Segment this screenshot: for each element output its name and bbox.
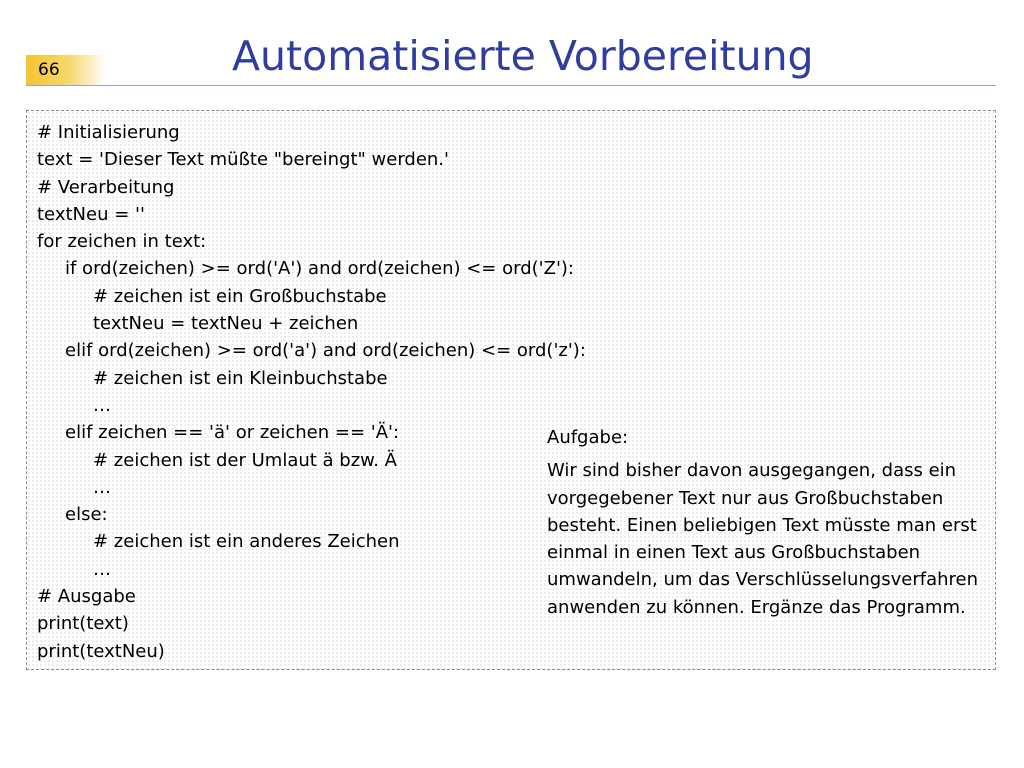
code-line: …: [93, 394, 111, 416]
code-box: [26, 110, 996, 670]
code-line: if ord(zeichen) >= ord('A') and ord(zeichen) <= ord('Z'):: [65, 258, 574, 280]
code-listing: [37, 119, 586, 665]
code-line: print(textNeu): [37, 640, 165, 662]
code-line: textNeu = textNeu + zeichen: [93, 313, 359, 335]
code-line: # Initialisierung: [37, 122, 180, 143]
code-line: …: [93, 558, 111, 580]
task-text: Wir sind bisher davon ausgegangen, dass ein vorgegebener Text nur aus Großbuchstaben besteht. Einen beliebigen Text müsste man erst einmal in einen Text aus Großbuchstaben umwandeln, um das Verschlüsselungsverfahren anwenden zu können. Ergänze das Programm.: [547, 460, 978, 618]
code-line: else:: [65, 504, 108, 526]
code-line: elif ord(zeichen) >= ord('a') and ord(zeichen) <= ord('z'):: [65, 340, 586, 362]
code-line: print(text): [37, 613, 129, 635]
code-line: # zeichen ist ein Kleinbuchstabe: [93, 367, 388, 389]
code-line: textNeu = '': [37, 203, 145, 225]
slide-title: Automatisierte Vorbereitung: [232, 32, 814, 80]
code-line: text = 'Dieser Text müßte "bereingt" werden.': [37, 149, 449, 171]
code-line: for zeichen in text:: [37, 231, 207, 253]
code-line: # zeichen ist ein anderes Zeichen: [93, 531, 400, 553]
code-line: # Ausgabe: [37, 586, 136, 608]
task-heading: Aufgabe:: [547, 427, 629, 448]
code-line: …: [93, 476, 111, 498]
code-line: # zeichen ist der Umlaut ä bzw. Ä: [93, 449, 397, 471]
code-line: # Verarbeitung: [37, 176, 175, 198]
code-line: elif zeichen == 'ä' or zeichen == 'Ä':: [65, 422, 400, 444]
slide-number: 66: [26, 55, 106, 85]
code-line: # zeichen ist ein Großbuchstabe: [93, 285, 387, 307]
title-divider: [26, 85, 996, 86]
task-box: [547, 424, 987, 621]
